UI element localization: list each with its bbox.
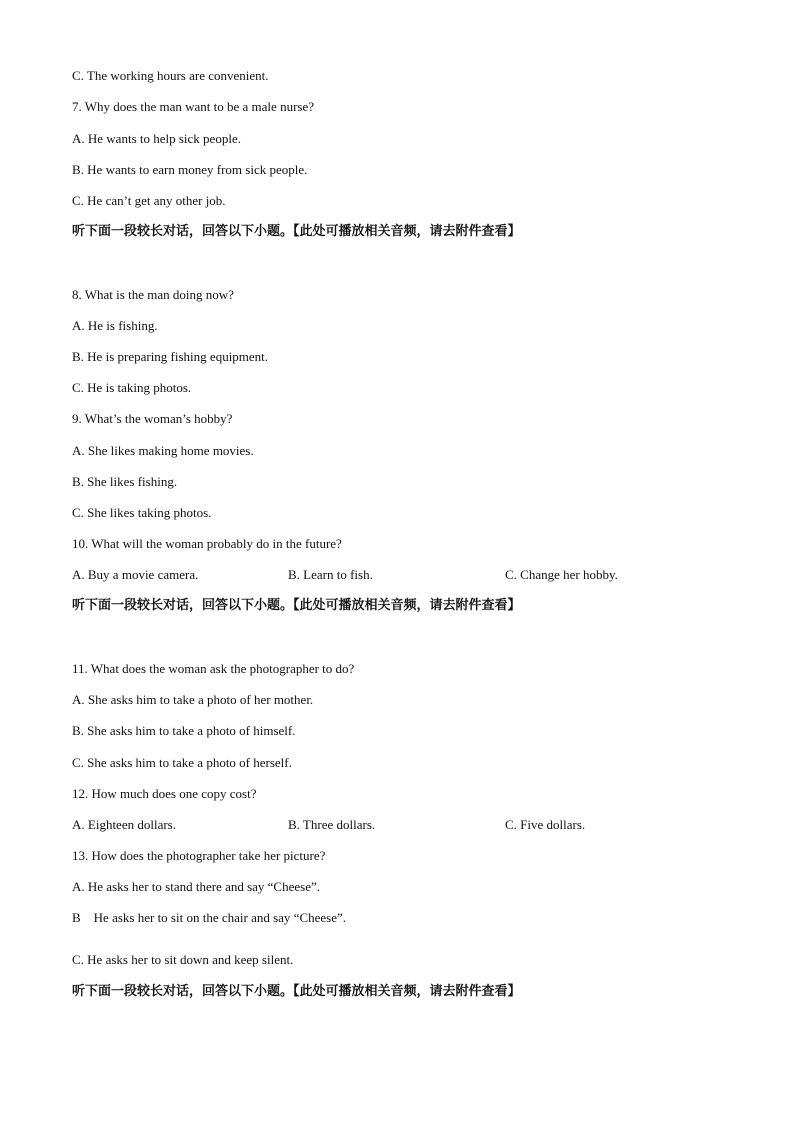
q9-option-c: C. She likes taking photos. <box>72 505 212 520</box>
q12-option-c: C. Five dollars. <box>505 817 586 832</box>
q10-question: 10. What will the woman probably do in the future? <box>72 536 342 551</box>
q10-option-a: A. Buy a movie camera. <box>72 567 199 582</box>
q13-option-b: B He asks her to sit on the chair and say “Cheese”. <box>72 910 347 925</box>
q12-question: 12. How much does one copy cost? <box>72 786 257 801</box>
q7-option-a: A. He wants to help sick people. <box>72 131 241 146</box>
audio-instruction-2: 听下面一段较长对话，回答以下小题。【此处可播放相关音频，请去附件查看】 <box>72 598 521 613</box>
q8-question: 8. What is the man doing now? <box>72 287 234 302</box>
q13-option-c: C. He asks her to sit down and keep silent. <box>72 952 294 967</box>
q12-option-a: A. Eighteen dollars. <box>72 817 176 832</box>
q13-option-a: A. He asks her to stand there and say “Cheese”. <box>72 879 320 894</box>
q11-question: 11. What does the woman ask the photographer to do? <box>72 661 355 676</box>
q8-option-c: C. He is taking photos. <box>72 380 192 395</box>
q9-question: 9. What’s the woman’s hobby? <box>72 411 233 426</box>
q7-option-c: C. He can’t get any other job. <box>72 193 226 208</box>
q7-option-b: B. He wants to earn money from sick people. <box>72 162 308 177</box>
q12-option-b: B. Three dollars. <box>288 817 376 832</box>
q7-question: 7. Why does the man want to be a male nurse? <box>72 99 314 114</box>
q6-option-c: C. The working hours are convenient. <box>72 68 269 83</box>
q8-option-b: B. He is preparing fishing equipment. <box>72 349 269 364</box>
audio-instruction-1: 听下面一段较长对话，回答以下小题。【此处可播放相关音频，请去附件查看】 <box>72 224 521 239</box>
q8-option-a: A. He is fishing. <box>72 318 158 333</box>
q11-option-c: C. She asks him to take a photo of herself. <box>72 755 292 770</box>
q11-option-b: B. She asks him to take a photo of himself. <box>72 723 296 738</box>
q9-option-a: A. She likes making home movies. <box>72 443 254 458</box>
q10-option-b: B. Learn to fish. <box>288 567 373 582</box>
audio-instruction-3: 听下面一段较长对话，回答以下小题。【此处可播放相关音频，请去附件查看】 <box>72 984 521 999</box>
q10-option-c: C. Change her hobby. <box>505 567 618 582</box>
q11-option-a: A. She asks him to take a photo of her mother. <box>72 692 314 707</box>
q13-question: 13. How does the photographer take her picture? <box>72 848 326 863</box>
q9-option-b: B. She likes fishing. <box>72 474 178 489</box>
